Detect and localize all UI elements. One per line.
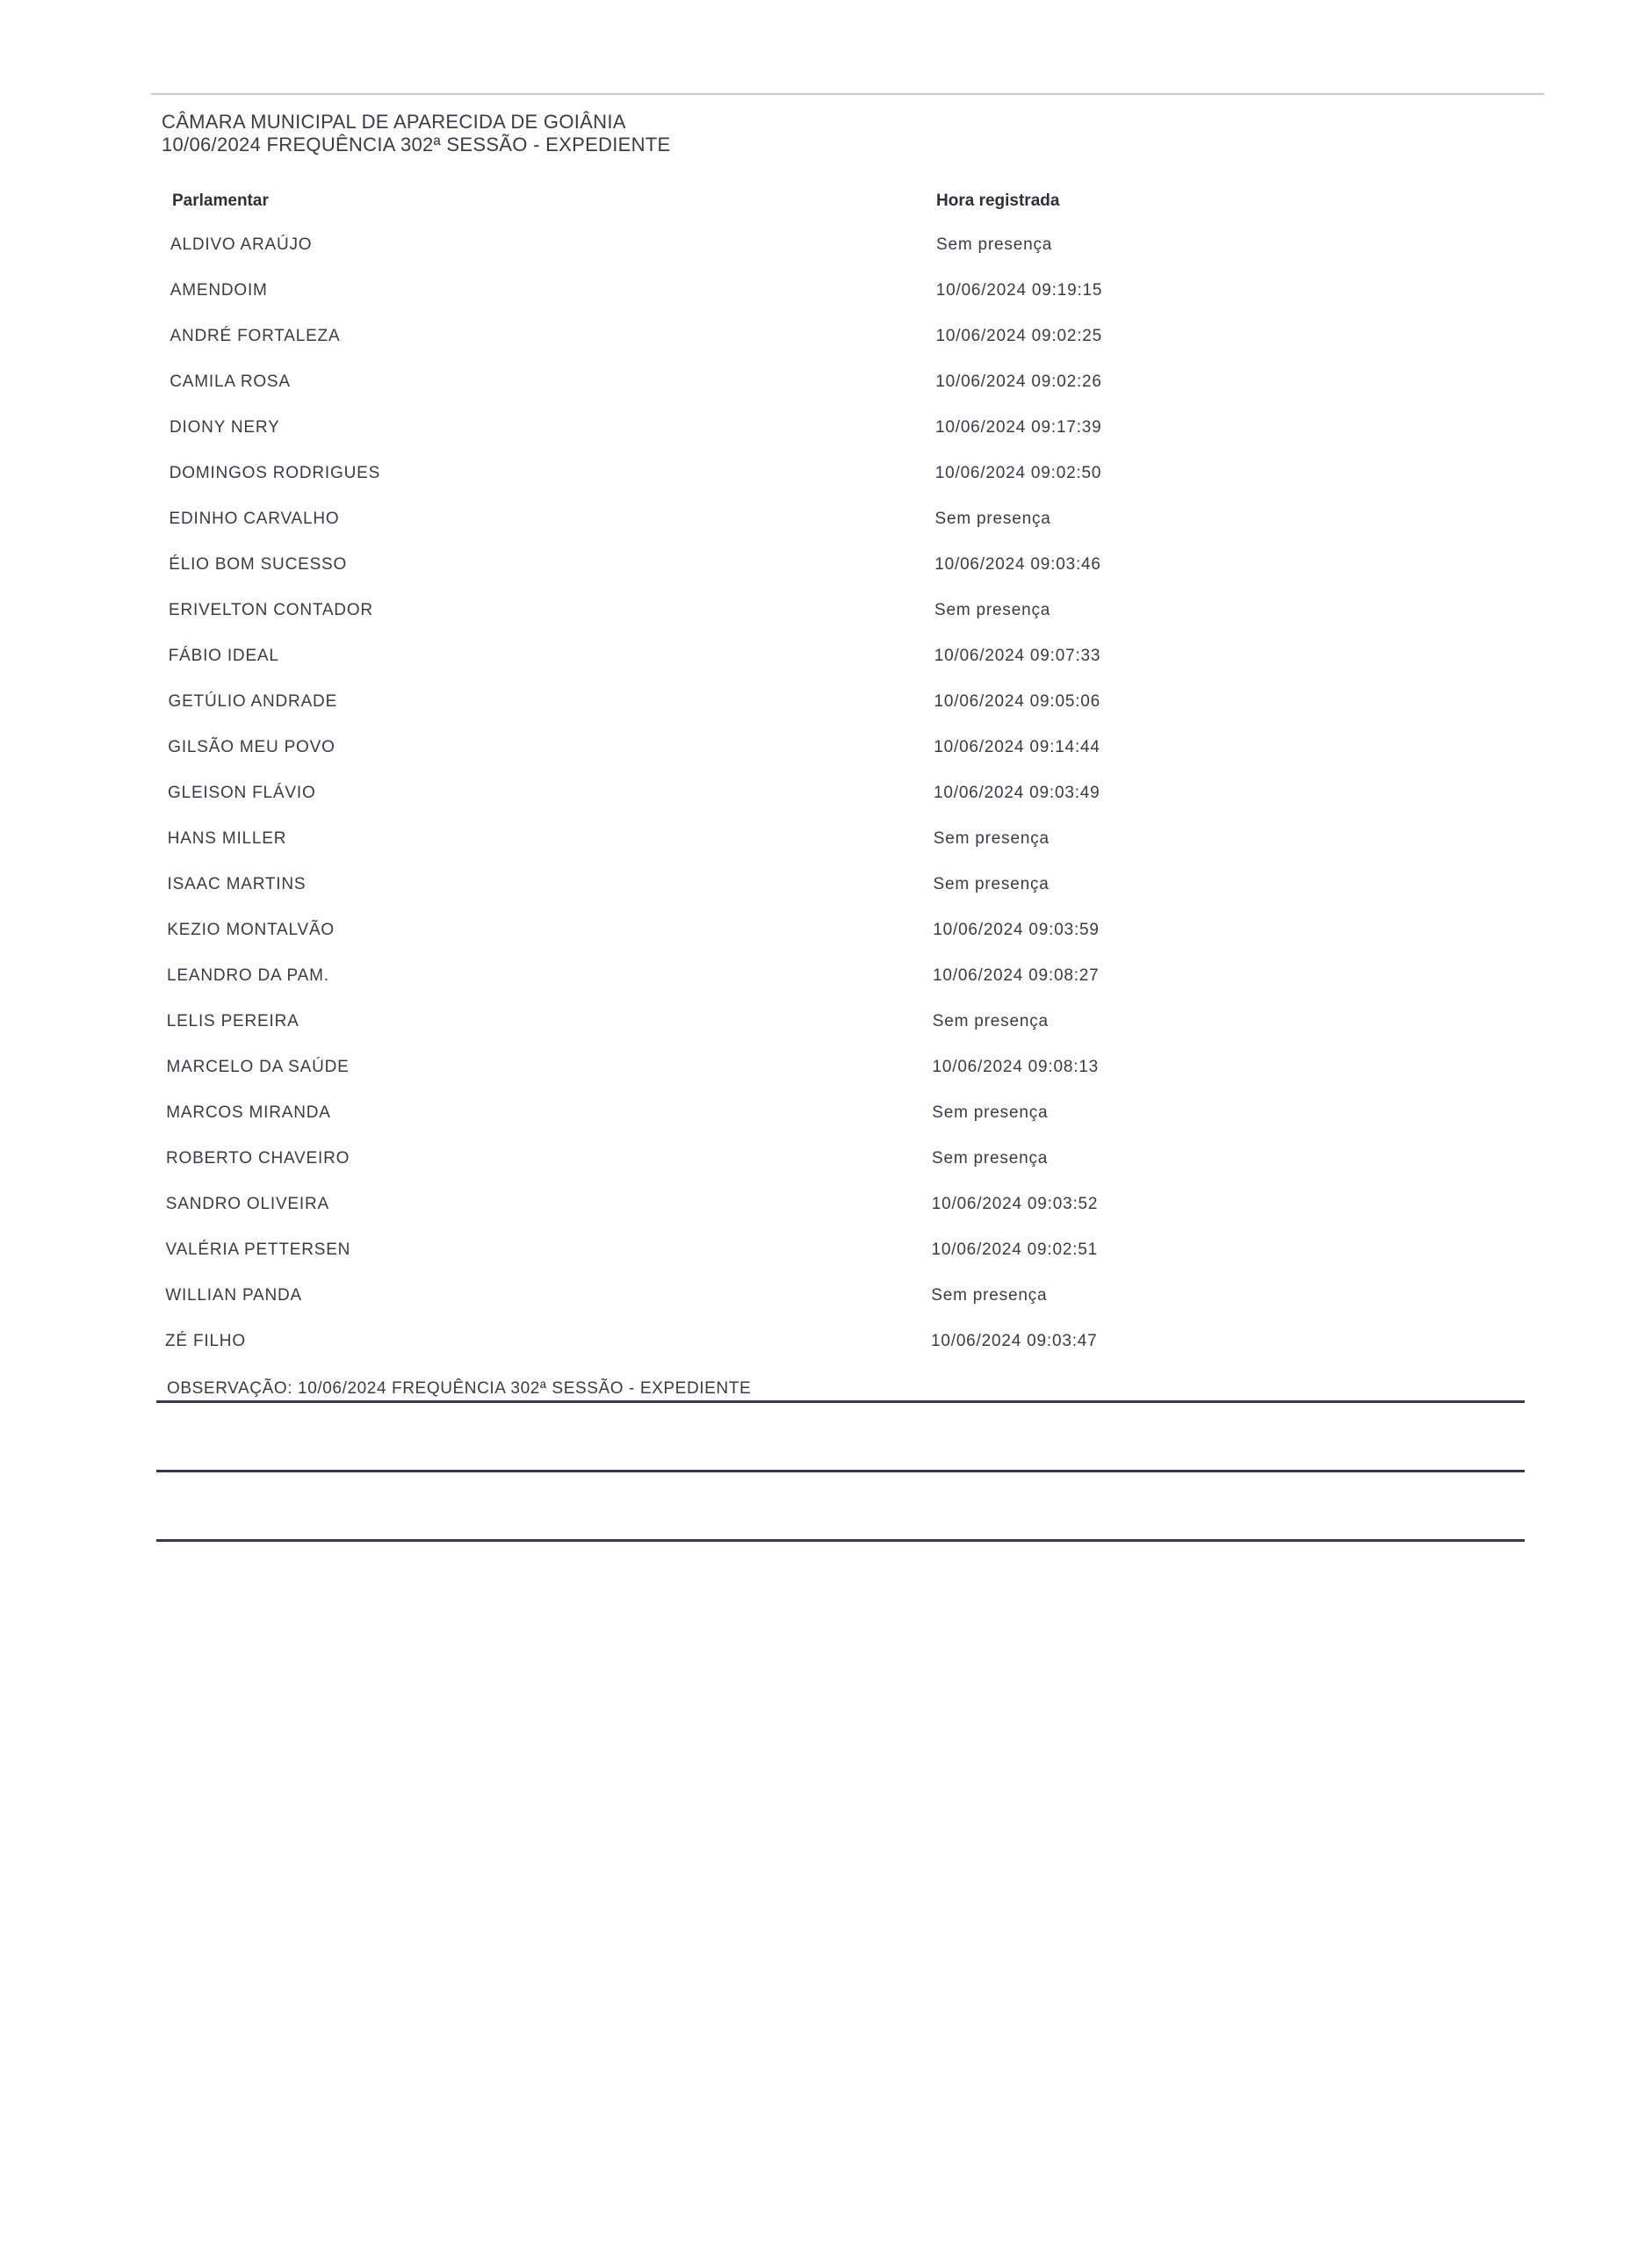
parlamentar-name: GETÚLIO ANDRADE (168, 692, 338, 711)
parlamentar-name: DOMINGOS RODRIGUES (169, 464, 381, 482)
parlamentar-name: ERIVELTON CONTADOR (169, 601, 373, 619)
parlamentar-name: FÁBIO IDEAL (168, 647, 279, 665)
institution-name: CÂMARA MUNICIPAL DE APARECIDA DE GOIÂNIA (162, 111, 626, 133)
table-row (0, 418, 1652, 464)
signature-line-1 (156, 1400, 1525, 1403)
table-row (0, 966, 1652, 1012)
hora-registrada-value: 10/06/2024 09:03:46 (934, 555, 1101, 574)
hora-registrada-value: 10/06/2024 09:08:27 (933, 966, 1100, 985)
observation-text: OBSERVAÇÃO: 10/06/2024 FREQUÊNCIA 302ª SESSÃO - EXPEDIENTE (167, 1379, 752, 1398)
parlamentar-name: WILLIAN PANDA (165, 1286, 302, 1305)
hora-registrada-value: Sem presença (932, 1149, 1049, 1168)
hora-registrada-value: 10/06/2024 09:03:52 (931, 1195, 1099, 1213)
hora-registrada-value: 10/06/2024 09:02:50 (934, 464, 1102, 482)
hora-registrada-value: Sem presença (932, 1103, 1049, 1122)
table-row (0, 1332, 1652, 1378)
signature-line-3 (156, 1539, 1525, 1542)
table-row (0, 464, 1652, 510)
hora-registrada-value: Sem presença (933, 829, 1050, 848)
column-header-hora-registrada: Hora registrada (936, 192, 1060, 210)
table-row (0, 692, 1652, 738)
table-row (0, 1012, 1652, 1058)
table-row (0, 281, 1652, 327)
hora-registrada-value: 10/06/2024 09:05:06 (934, 692, 1101, 711)
table-row (0, 647, 1652, 692)
parlamentar-name: VALÉRIA PETTERSEN (165, 1240, 351, 1259)
hora-registrada-value: 10/06/2024 09:03:47 (931, 1332, 1098, 1350)
parlamentar-name: DIONY NERY (170, 418, 280, 437)
parlamentar-name: ISAAC MARTINS (167, 875, 307, 893)
document-header (162, 111, 671, 156)
hora-registrada-value: 10/06/2024 09:02:25 (935, 327, 1103, 345)
table-row (0, 510, 1652, 555)
parlamentar-name: ÉLIO BOM SUCESSO (169, 555, 348, 574)
table-row (0, 372, 1652, 418)
table-row (0, 235, 1652, 281)
table-row (0, 738, 1652, 784)
parlamentar-name: ANDRÉ FORTALEZA (170, 327, 341, 345)
session-title: 10/06/2024 FREQUÊNCIA 302ª SESSÃO - EXPEDIENTE (162, 134, 671, 155)
hora-registrada-value: Sem presença (934, 601, 1051, 619)
hora-registrada-value: 10/06/2024 09:03:49 (934, 784, 1100, 802)
parlamentar-name: KEZIO MONTALVÃO (167, 921, 335, 939)
hora-registrada-value: 10/06/2024 09:14:44 (934, 738, 1100, 756)
hora-registrada-value: 10/06/2024 09:17:39 (935, 418, 1102, 437)
table-row (0, 875, 1652, 921)
parlamentar-name: SANDRO OLIVEIRA (165, 1195, 329, 1213)
table-row (0, 1195, 1652, 1240)
table-row (0, 1058, 1652, 1103)
table-row (0, 327, 1652, 372)
parlamentar-name: LEANDRO DA PAM. (167, 966, 329, 985)
hora-registrada-value: 10/06/2024 09:19:15 (935, 281, 1103, 300)
hora-registrada-value: 10/06/2024 09:02:51 (931, 1240, 1099, 1259)
parlamentar-name: GLEISON FLÁVIO (168, 784, 316, 802)
attendance-table (0, 235, 1652, 1378)
column-header-parlamentar: Parlamentar (172, 192, 269, 210)
table-row (0, 601, 1652, 647)
table-row (0, 1286, 1652, 1332)
parlamentar-name: GILSÃO MEU POVO (168, 738, 335, 756)
hora-registrada-value: 10/06/2024 09:02:26 (935, 372, 1102, 391)
parlamentar-name: CAMILA ROSA (170, 372, 291, 391)
hora-registrada-value: Sem presença (931, 1286, 1048, 1305)
hora-registrada-value: 10/06/2024 09:07:33 (934, 647, 1101, 665)
parlamentar-name: MARCELO DA SAÚDE (166, 1058, 350, 1076)
table-row (0, 829, 1652, 875)
parlamentar-name: EDINHO CARVALHO (169, 510, 340, 528)
parlamentar-name: ZÉ FILHO (165, 1332, 246, 1350)
parlamentar-name: HANS MILLER (167, 829, 287, 848)
table-row (0, 1240, 1652, 1286)
hora-registrada-value: Sem presença (936, 235, 1053, 254)
parlamentar-name: ALDIVO ARAÚJO (170, 235, 313, 254)
top-divider (151, 93, 1544, 95)
parlamentar-name: ROBERTO CHAVEIRO (166, 1149, 350, 1168)
table-row (0, 1103, 1652, 1149)
parlamentar-name: AMENDOIM (170, 281, 268, 300)
parlamentar-name: LELIS PEREIRA (166, 1012, 299, 1030)
hora-registrada-value: Sem presença (932, 1012, 1049, 1030)
hora-registrada-value: Sem presença (934, 510, 1051, 528)
table-row (0, 555, 1652, 601)
hora-registrada-value: Sem presença (933, 875, 1050, 893)
signature-line-2 (156, 1470, 1525, 1472)
table-row (0, 1149, 1652, 1195)
hora-registrada-value: 10/06/2024 09:08:13 (932, 1058, 1100, 1076)
hora-registrada-value: 10/06/2024 09:03:59 (933, 921, 1100, 939)
table-row (0, 784, 1652, 829)
table-row (0, 921, 1652, 966)
parlamentar-name: MARCOS MIRANDA (166, 1103, 331, 1122)
